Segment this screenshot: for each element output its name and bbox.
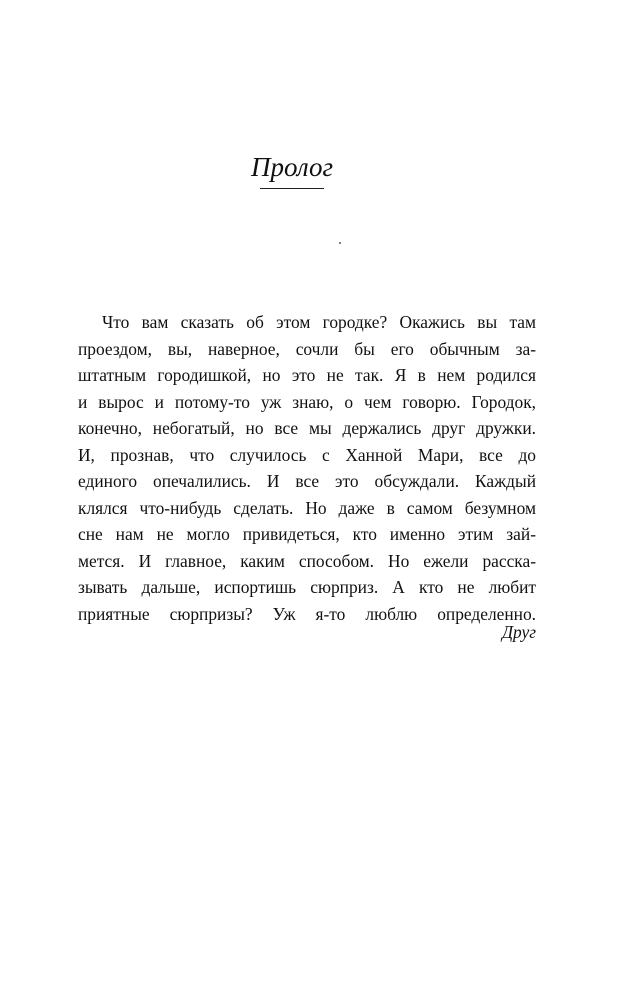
text-line: штатным городишкой, но это не так. Я в нем родился — [78, 365, 536, 385]
text-line: клялся что-нибудь сделать. Но даже в самом безумном — [78, 497, 536, 518]
text-line: И, прознав, что случилось с Ханной Мари, все до — [78, 444, 536, 465]
text-line: и вырос и потому-то уж знаю, о чем говорю. Городок, — [78, 391, 536, 412]
chapter-title: Пролог — [251, 152, 333, 182]
signature: Друг — [501, 622, 536, 642]
text-line: зывать дальше, испортишь сюрприз. А кто не любит — [78, 577, 536, 597]
text-line: сне нам не могло привидеться, кто именно этим зай- — [78, 524, 536, 544]
text-line: Что вам сказать об этом городке? Окажись вы там — [102, 312, 536, 332]
text-line: мется. И главное, каким способом. Но ежели расска- — [78, 550, 536, 571]
print-speck — [339, 242, 341, 244]
text-line: единого опечалились. И все это обсуждали. Каждый — [78, 471, 536, 491]
text-line: приятные сюрпризы? Уж я-то люблю определенно. — [78, 603, 536, 624]
text-line: конечно, небогатый, но все мы держались друг дружки. — [78, 418, 536, 438]
title-underline — [260, 188, 324, 189]
text-line: проездом, вы, наверное, сочли бы его обычным за- — [78, 338, 536, 359]
prologue-text — [78, 309, 536, 627]
